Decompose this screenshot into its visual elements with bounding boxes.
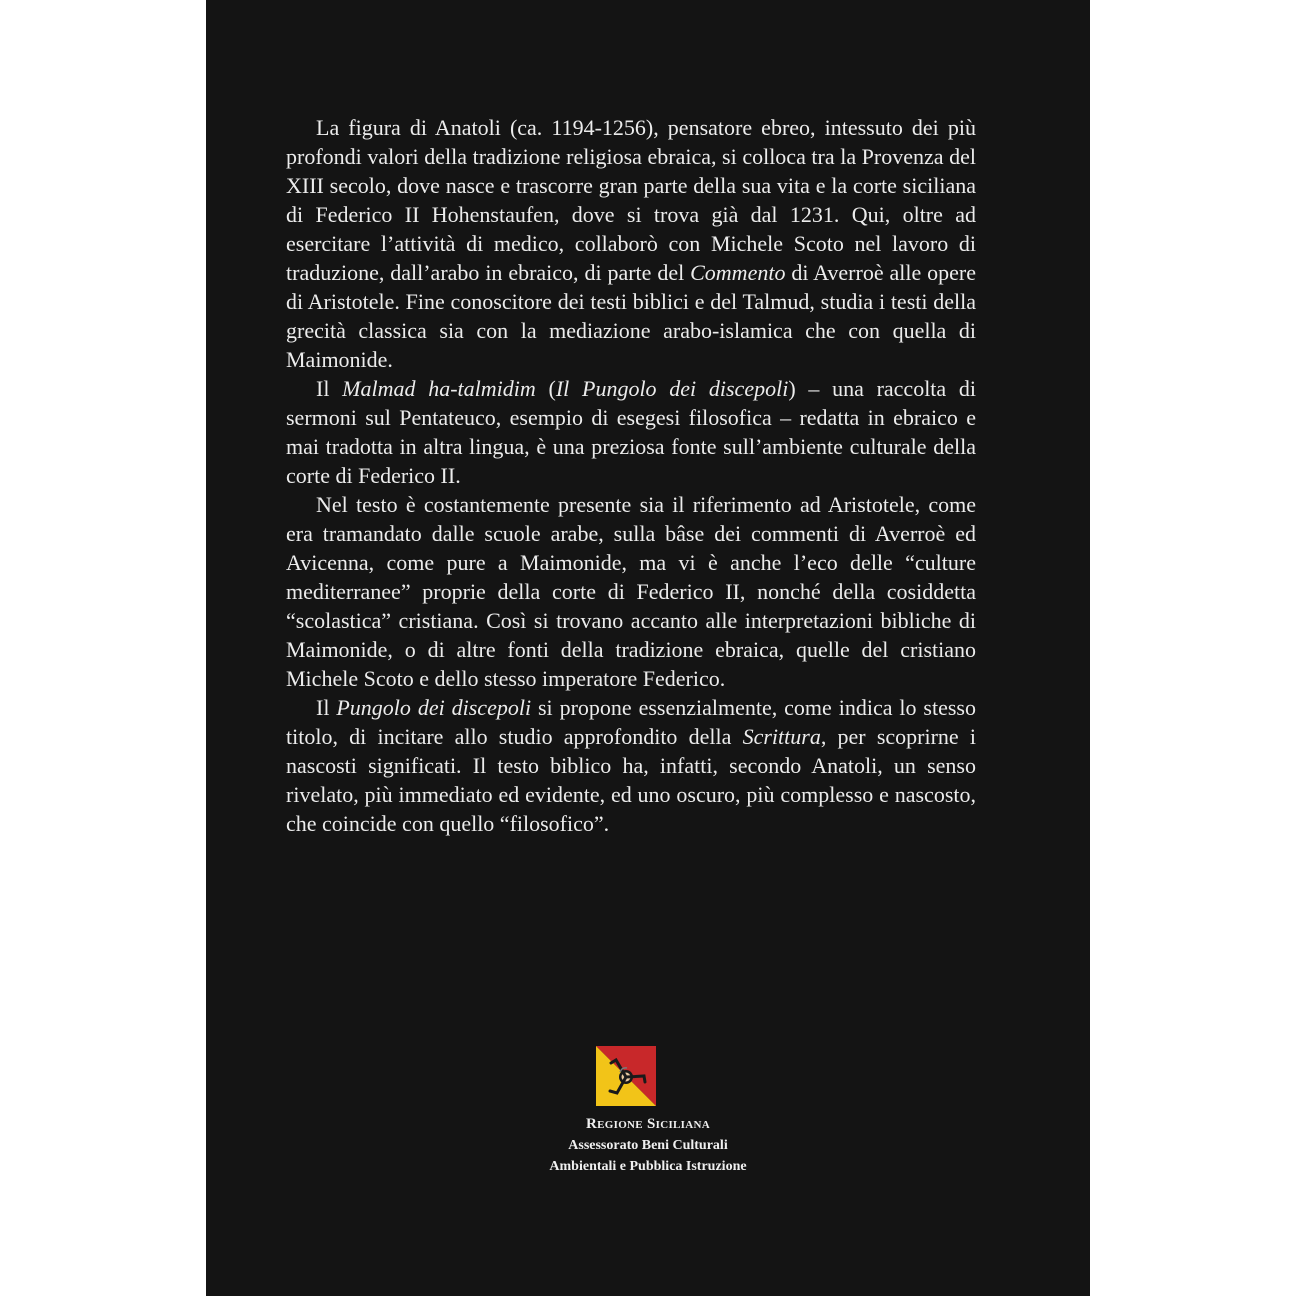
publisher-line-2: Assessorato Beni Culturali <box>568 1138 728 1153</box>
paragraph-4-text-a: Il <box>316 695 337 720</box>
paragraph-1-text-c: di Averroè alle opere di Aristotele. Fine conoscitore dei testi biblici e del Talmud, studia i testi della grecità classica sia con la mediazione arabo-islamica che con quella di Maimonide. <box>286 260 976 372</box>
paragraph-2-text-c: ( <box>535 376 556 401</box>
paragraph-2-italic-title: Malmad ha-talmidim <box>342 376 536 401</box>
paragraph-1 <box>286 113 976 374</box>
paragraph-2-text-e: ) – una raccolta di sermoni sul Pentateuco, esempio di esegesi filosofica – redatta in ebraico e mai tradotta in altra lingua, è una preziosa fonte sull’ambiente culturale della corte di Federico II. <box>286 376 977 488</box>
paragraph-1-italic-commento: Commento <box>690 260 786 285</box>
paragraph-3: Nel testo è costantemente presente sia il riferimento ad Aristotele, come era tramandato dalle scuole arabe, sulla bâse dei commenti di Averroè ed Avicenna, come pure a Maimonide, ma vi è anche l’eco delle “culture mediterranee” proprie della corte di Federico II, nonché della cosiddetta “scolastica” cristiana. Così si trovano accanto alle interpretazioni bibliche di Maimonide, o di altre fonti della tradizione ebraica, quelle del cristiano Michele Scoto e dello stesso imperatore Federico. <box>286 492 976 691</box>
paragraph-2 <box>286 374 976 490</box>
paragraph-1-text-a: La figura di Anatoli (ca. 1194-1256), pensatore ebreo, intessuto dei più profondi valori della tradizione religiosa ebraica, si colloca tra la Provenza del XIII secolo, dove nasce e trascorre gran parte della sua vita e la corte siciliana di Federico II Hohenstaufen, dove si trova già dal 1231. Qui, oltre ad esercitare l’attività di medico, collaborò con Michele Scoto nel lavoro di traduzione, dall’arabo in ebraico, di parte del <box>286 115 976 285</box>
publisher-line-3: Ambientali e Pubblica Istruzione <box>549 1159 747 1174</box>
paragraph-4-italic-title: Pungolo dei discepoli <box>336 695 532 720</box>
paragraph-4-text-e: , per scoprirne i nascosti significati. Il testo biblico ha, infatti, secondo Anatoli, un senso rivelato, più immediato ed evidente, ed uno oscuro, più complesso e nascosto, che coincide con quello “filosofico”. <box>286 724 976 836</box>
trinacria-emblem-icon <box>596 1046 656 1106</box>
blurb-text <box>286 113 976 838</box>
book-back-cover <box>206 0 1090 1296</box>
publisher-line-1: Regione Siciliana <box>586 1116 710 1132</box>
publisher-block <box>206 1114 1090 1177</box>
paragraph-4 <box>286 693 976 838</box>
paragraph-4-text-c: si propone essenzialmente, come indica lo stesso titolo, di incitare allo studio approfondito della <box>286 695 976 749</box>
paragraph-2-italic-translation: Il Pungolo dei discepoli <box>555 376 789 401</box>
paragraph-2-text-a: Il <box>316 376 343 401</box>
paragraph-4-italic-scrittura: Scrittura <box>742 724 821 749</box>
